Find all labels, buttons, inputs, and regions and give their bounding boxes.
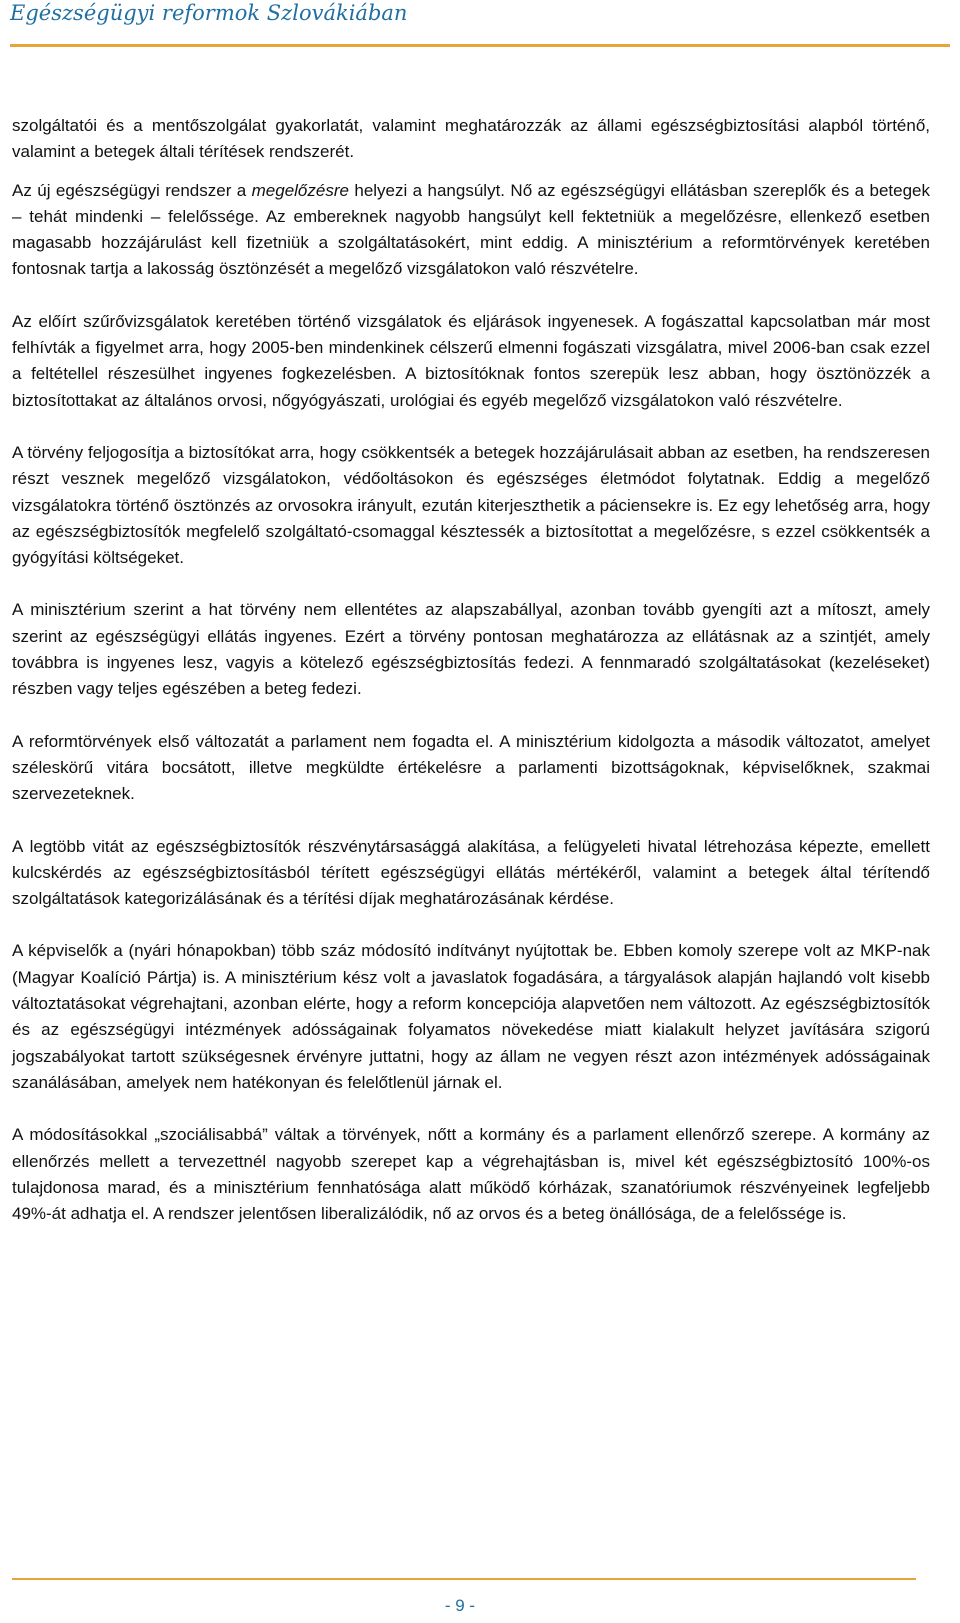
paragraph-text: Az új egészségügyi rendszer a <box>12 180 247 200</box>
emphasized-text: megelőzésre <box>251 180 349 200</box>
footer-divider <box>12 1578 916 1580</box>
paragraph: A módosításokkal „szociálisabbá” váltak a törvények, nőtt a kormány és a parlament ellenőrző szerepe. A kormány az ellenőrzés mellett a tervezettnél nagyobb szerepet kap a végrehajtásban is, mivel két egészségbiztosító 100%-os tulajdonosa marad, és a minisztérium fennhatósága alatt működő kórházak, szanatóriumok részvényeinek legfeljebb 49%-át adhatja el. A rendszer jelentősen liberalizálódik, nő az orvos és a beteg önállósága, de a felelőssége is. <box>12 1125 930 1224</box>
paragraph: A reformtörvények első változatát a parlament nem fogadta el. A minisztérium kidolgozta a második változatot, amelyet széleskörű vitára bocsátott, illetve megküldte értékelésre a parlamenti bizottságoknak, képviselőknek, szakmai szervezeteknek. <box>12 731 930 804</box>
paragraph: A képviselők a (nyári hónapokban) több száz módosító indítványt nyújtottak be. Ebben komoly szerepe volt az MKP-nak (Magyar Koalíció Pártja) is. A minisztérium kész volt a javaslatok fogadására, a tárgyalások alapján hajlandó volt kisebb változtatásokat végrehajtani, azonban elérte, hogy a reform koncepciója alapvetően nem változott. Az egészségbiztosítók és az egészségügyi intézmények adósságainak folyamatos növekedése miatt kialakult helyzet javítására szigorú jogszabályokat tartott szükségesnek érvényre juttatni, hogy az állam ne vegyen részt azon intézmények adósságainak szanálásában, amelyek nem hatékonyan és felelőtlenül járnak el. <box>12 941 930 1092</box>
paragraph-text: helyezi a hangsúlyt. Nő az egészségügyi ellátásban szereplők és a betegek – tehát mindenki – felelőssége. Az embereknek nagyobb hangsúlyt kell fektetniük a megelőzésre, ellenkező esetben magasabb hozzájárulást kell fizetniük a szolgáltatásokért, mint eddig. A minisztérium a reformtörvények keretében fontosnak tartja a lakosság ösztönzését a megelőző vizsgálatokon való részvételre. <box>12 180 930 279</box>
paragraph: A törvény feljogosítja a biztosítókat arra, hogy csökkentsék a betegek hozzájárulásait abban az esetben, ha rendszeresen részt vesznek megelőző vizsgálatokon, védőoltásokon és egészséges életmódot folytatnak. Eddig a megelőző vizsgálatokra történő ösztönzés az orvosokra irányult, ezután kiterjeszthetik a páciensekre is. Ez egy lehetőség arra, hogy az egészségbiztosítók megfelelő szolgáltató-csomaggal késztessék a biztosítottat a megelőzésre, s ezzel csökkentsék a gyógyítási költségeket. <box>12 442 930 568</box>
paragraph <box>12 178 930 283</box>
paragraph: A minisztérium szerint a hat törvény nem ellentétes az alapszabállyal, azonban tovább gyengíti azt a mítoszt, amely szerint az egészségügyi ellátás ingyenes. Ezért a törvény pontosan meghatározza az ellátásnak az a szintjét, amely továbbra is ingyenes lesz, vagyis a kötelező egészségbiztosítás fedezi. A fennmaradó szolgáltatásokat (kezeléseket) részben vagy teljes egészében a beteg fedezi. <box>12 600 930 699</box>
page-number: - 9 - <box>444 1596 476 1615</box>
header-divider <box>10 44 950 47</box>
paragraph: Az előírt szűrővizsgálatok keretében történő vizsgálatok és eljárások ingyenesek. A fogászattal kapcsolatban már most felhívták a figyelmet arra, hogy 2005-ben mindenkinek célszerű elmenni fogászati vizsgálatra, mivel 2006-ban csak ezzel a feltétellel részesülhet ingyenes fogkezelésben. A biztosítóknak fontos szerepük lesz abban, hogy ösztönözzék a biztosítottakat az általános orvosi, nőgyógyászati, urológiai és egyéb megelőző vizsgálatokon való részvételre. <box>12 311 930 410</box>
paragraph: szolgáltatói és a mentőszolgálat gyakorlatát, valamint meghatározzák az állami egészségbiztosítási alapból történő, valamint a betegek általi térítések rendszerét. <box>12 116 930 162</box>
running-header: Egészségügyi reformok Szlovákiában <box>10 1 408 25</box>
document-body <box>12 113 930 1253</box>
paragraph: A legtöbb vitát az egészségbiztosítók részvénytársasággá alakítása, a felügyeleti hivatal létrehozása képezte, emellett kulcskérdés az egészségbiztosításból térített egészségügyi ellátás mértékéről, valamint a betegek által térítendő szolgáltatások kategorizálásának és a térítési díjak meghatározásának kérdése. <box>12 836 930 909</box>
